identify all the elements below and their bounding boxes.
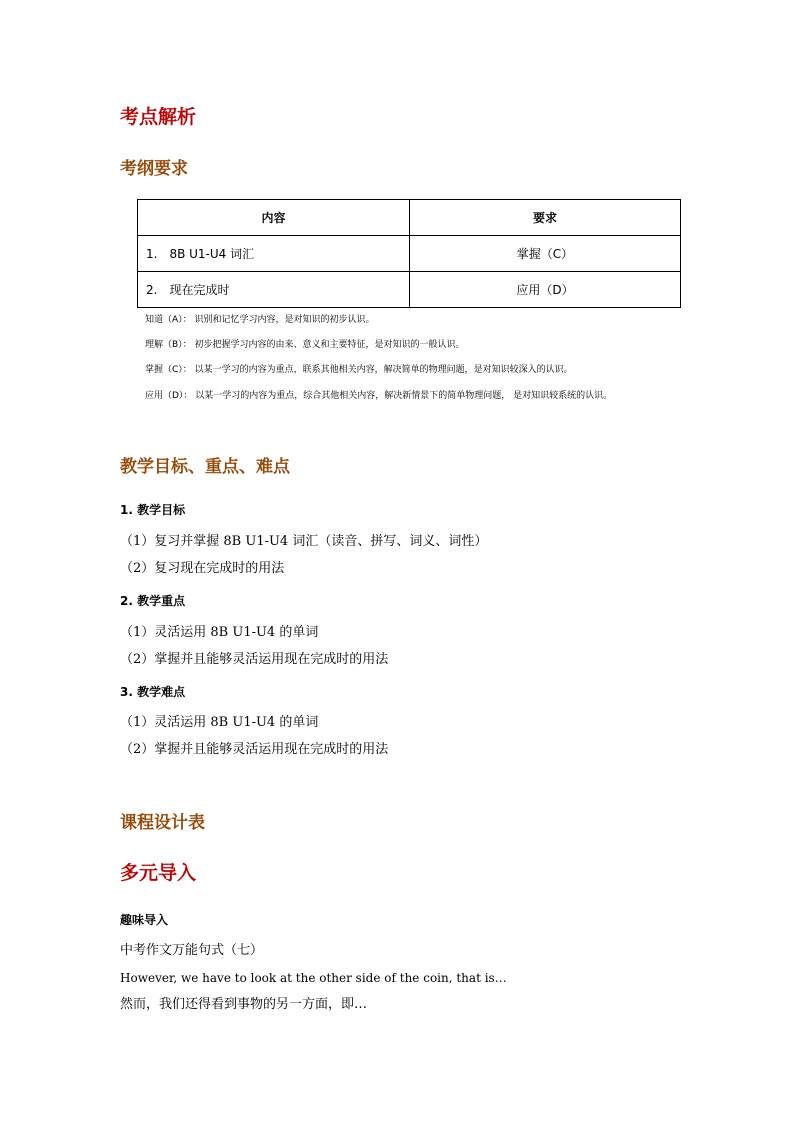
level-note: 应用（D）： 以某一学习的内容为重点，综合其他相关内容，解决新情景下的简单物理问题， 是对知识较系统的认识。 (145, 391, 613, 401)
list-item: （2）复习现在完成时的用法 (120, 561, 285, 576)
level-note: 知道（A）： 识别和记忆学习内容，是对知识的初步认识。 (145, 315, 375, 325)
intro-line: 中考作文万能句式（七） (120, 943, 264, 958)
section-title-course-design: 课程设计表 (120, 813, 205, 833)
section-title-objectives: 教学目标、重点、难点 (120, 457, 290, 477)
section-title-analysis: 考点解析 (120, 106, 197, 128)
table-header-requirement: 要求 (410, 200, 681, 236)
list-item: （1）灵活运用 8B U1-U4 的单词 (120, 625, 319, 640)
intro-line-translation: 然而，我们还得看到事物的另一方面，即… (120, 997, 368, 1012)
table-header-row (138, 200, 681, 236)
table-header-content: 内容 (138, 200, 410, 236)
subheading-keypoints: 2. 教学重点 (120, 594, 186, 608)
table-row (138, 236, 681, 272)
subheading-goals: 1. 教学目标 (120, 503, 186, 517)
list-item: （2）掌握并且能够灵活运用现在完成时的用法 (120, 742, 389, 757)
level-note: 掌握（C）： 以某一学习的内容为重点，联系其他相关内容，解决简单的物理问题，是对知识较深入的认识。 (145, 365, 573, 375)
list-item: （1）灵活运用 8B U1-U4 的单词 (120, 715, 319, 730)
list-item: （2）掌握并且能够灵活运用现在完成时的用法 (120, 652, 389, 667)
subheading-fun-intro: 趣味导入 (120, 913, 169, 927)
table-row (138, 272, 681, 308)
list-item: （1）复习并掌握 8B U1-U4 词汇（读音、拼写、词义、词性） (120, 534, 488, 549)
level-note: 理解（B）： 初步把握学习内容的由来、意义和主要特征，是对知识的一般认识。 (145, 340, 465, 350)
table-cell-content: 1. 8B U1-U4 词汇 (138, 236, 410, 272)
section-title-requirements: 考纲要求 (120, 159, 188, 179)
subheading-difficulties: 3. 教学难点 (120, 685, 186, 699)
table-cell-requirement: 掌握（C） (410, 236, 681, 272)
requirements-table (137, 199, 681, 308)
intro-line-english: However, we have to look at the other side of the coin, that is… (120, 971, 507, 985)
table-cell-content: 2. 现在完成时 (138, 272, 410, 308)
table-cell-requirement: 应用（D） (410, 272, 681, 308)
section-title-introduction: 多元导入 (120, 862, 197, 884)
